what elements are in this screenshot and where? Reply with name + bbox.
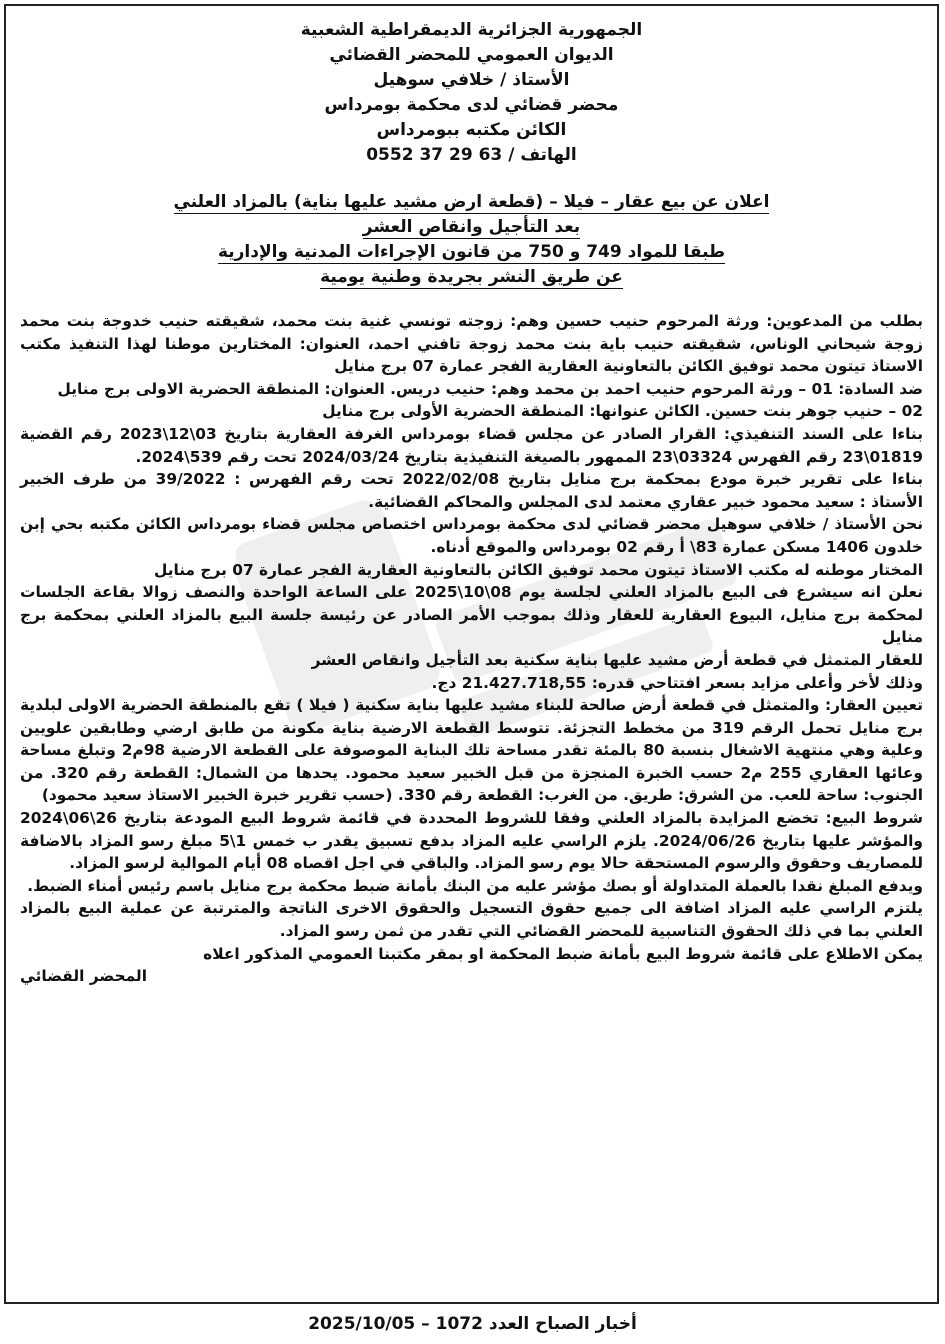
paragraph-announcement: نعلن انه سيشرع فى البيع بالمزاد العلني لجلسة يوم 08\10\2025 على الساعة الواحدة والنصف زوالا بقاعة الجلسات لمحكمة برج منايل، البيوع العقارية للعقار وذلك بموجب الأمر الصادر عن رئيسة جلسة البيع بالمزاد العلني بمحكمة برج منايل <box>20 583 924 647</box>
paragraph-executive-title: بناءا على السند التنفيذي: القرار الصادر عن مجلس قضاء بومرداس الغرفة العقارية بتاريخ 03\12\2023 رقم القضية 01819\23 رقم الفهرس 03324\23 الممهور بالصيغة التنفيذية بتاريخ 2024/03/24 تحت رقم 539\2024. <box>20 424 923 466</box>
paragraph-defendant-2: 02 – حنيب جوهر بنت حسين. الكائن عنوانها: المنطقة الحضرية الأولى برج منايل <box>322 402 923 421</box>
paragraph-consultation: يمكن الاطلاع على قائمة شروط البيع بأمانة ضبط المحكمة او بمقر مكتبنا العمومي المذكور اعلاه <box>203 944 923 963</box>
title-line-4: عن طريق النشر بجريدة وطنية يومية <box>320 267 623 287</box>
title-line-1: اعلان عن بيع عقار – فيلا – (قطعة ارض مشيد عليها بناية) بالمزاد العلني <box>173 192 770 212</box>
bailiff-name: الأستاذ / خلافي سوهيل <box>373 70 570 90</box>
notice-body <box>20 310 923 965</box>
paragraph-property: للعقار المتمثل في قطعة أرض مشيد عليها بناية سكنية بعد التأجيل وانقاص العشر <box>311 650 923 669</box>
phone-number: 0552 37 29 63 <box>366 145 503 165</box>
office-header <box>20 18 923 168</box>
republic-name: الجمهورية الجزائرية الديمقراطية الشعبية <box>300 20 643 40</box>
paragraph-defendants: ضد السادة: 01 – ورثة المرحوم حنيب احمد بن محمد وهم: حنيب دريس. العنوان: المنطقة الحضرية الاولى برج منايل <box>57 379 923 398</box>
paragraph-expert-report: بناءا على تقرير خبرة مودع بمحكمة برج منايل بتاريخ 2022/02/08 تحت رقم الفهرس : 39/2022 من طرف الخبير الأستاذ : سعيد محمود خبير عقاري معتمد لدى المجلس والمحاكم القضائية. <box>20 470 923 511</box>
phone-label: الهاتف / <box>508 145 577 165</box>
notice-title <box>20 190 923 290</box>
paragraph-fees: يلتزم الراسي عليه المزاد اضافة الى جميع حقوق التسجيل والحقوق الاخرى الناتجة والمترتبة عن عملية البيع بالمزاد العلني بما في ذلك الحقوق التناسبية للمحضر القضائي التي تقدر من ثمن رسو المزاد. <box>20 899 923 941</box>
office-location: الكائن مكتبه ببومرداس <box>376 120 567 140</box>
signature: المحضر القضائي <box>20 967 147 986</box>
title-line-2: بعد التأجيل وانقاص العشر <box>362 217 581 237</box>
paragraph-opening-price: وذلك لأخر وأعلى مزايد بسعر افتتاحي قدره: 21.427.718,55 دج. <box>431 673 923 692</box>
notice-frame <box>4 4 939 1304</box>
office-name: الديوان العمومي للمحضر القضائي <box>329 45 614 65</box>
paragraph-sale-conditions: شروط البيع: تخضع المزايدة بالمزاد العلني وفقا للشروط المحددة في قائمة شروط البيع المودعة بتاريخ 26\06\2024 والمؤشر عليها بتاريخ 2024/06/26. يلزم الراسي عليه المزاد بدفع تسبيق يقدر ب خمس 1\5 مبلغ رسو المزاد بالاضافة للمصاريف وحقوق والرسوم المستحقة حالا يوم رسو المزاد. والباقي في اجل اقصاه 08 أيام الموالية لرسو المزاد. <box>20 809 923 873</box>
paragraph-requesters: بطلب من المدعوين: ورثة المرحوم حنيب حسين وهم: زوجته تونسي غنية بنت محمد، شقيقته حنيب خدوجة بنت محمد زوجة شيحاني الوناس، شقيقته حنيب باية بنت محمد زوجة تافني احمد، العنوان: المختارين موطنا لهذا التنفيذ مكتب الاستاذ تيتون محمد توفيق الكائن بالتعاونية العقارية الفجر عمارة 07 برج منايل <box>20 312 923 376</box>
title-line-3: طبقا للمواد 749 و 750 من قانون الإجراءات المدنية والإدارية <box>217 242 726 262</box>
paragraph-payment: ويدفع المبلغ نقدا بالعملة المتداولة أو بصك مؤشر عليه من البنك بأمانة ضبط محكمة برج منايل باسم رئيس أمناء الضبط. <box>27 876 923 895</box>
paragraph-property-description: تعيين العقار: والمتمثل في قطعة أرض صالحة للبناء مشيد عليها بناية سكنية ( فيلا ) تقع بالمنطقة الحضرية الاولى لبلدية برج منايل تحمل الرقم 319 من مخطط التجزئة. تتوسط القطعة الارضية بناية مكونة من طابق ارضي وطابقين علويين وعلية وهي منتهية الاشغال بنسبة 80 بالمئة تقدر مساحة تلك البناية الموصوفة على القطعة الارضية 98م2 وتبلغ مساحة وعائها العقاري 255 م2 حسب الخبرة المنجزة من قبل الخبير سعيد محمود. يحدها من الشمال: القطعة رقم 320. من الجنوب: ساحة للعب. من الشرق: طريق. من الغرب: القطعة رقم 330. (حسب تقرير خبرة الخبير الاستاذ سعيد محمود) <box>20 696 924 805</box>
newspaper-footer: أخبار الصباح العدد 1072 – 2025/10/05 <box>308 1314 637 1334</box>
paragraph-bailiff: نحن الأستاذ / خلافي سوهيل محضر قضائي لدى محكمة بومرداس اختصاص مجلس قضاء بومرداس الكائن مكتبه بحي إبن خلدون 1406 مسكن عمارة 83\ أ رقم 02 بومرداس والموقع أدناه. <box>20 515 923 556</box>
phone-line <box>20 143 923 168</box>
bailiff-court: محضر قضائي لدى محكمة بومرداس <box>324 95 619 115</box>
paragraph-domicile: المختار موطنه له مكتب الاستاذ تيتون محمد توفيق الكائن بالتعاونية العقارية الفجر عمارة 07 برج منايل <box>153 560 923 579</box>
